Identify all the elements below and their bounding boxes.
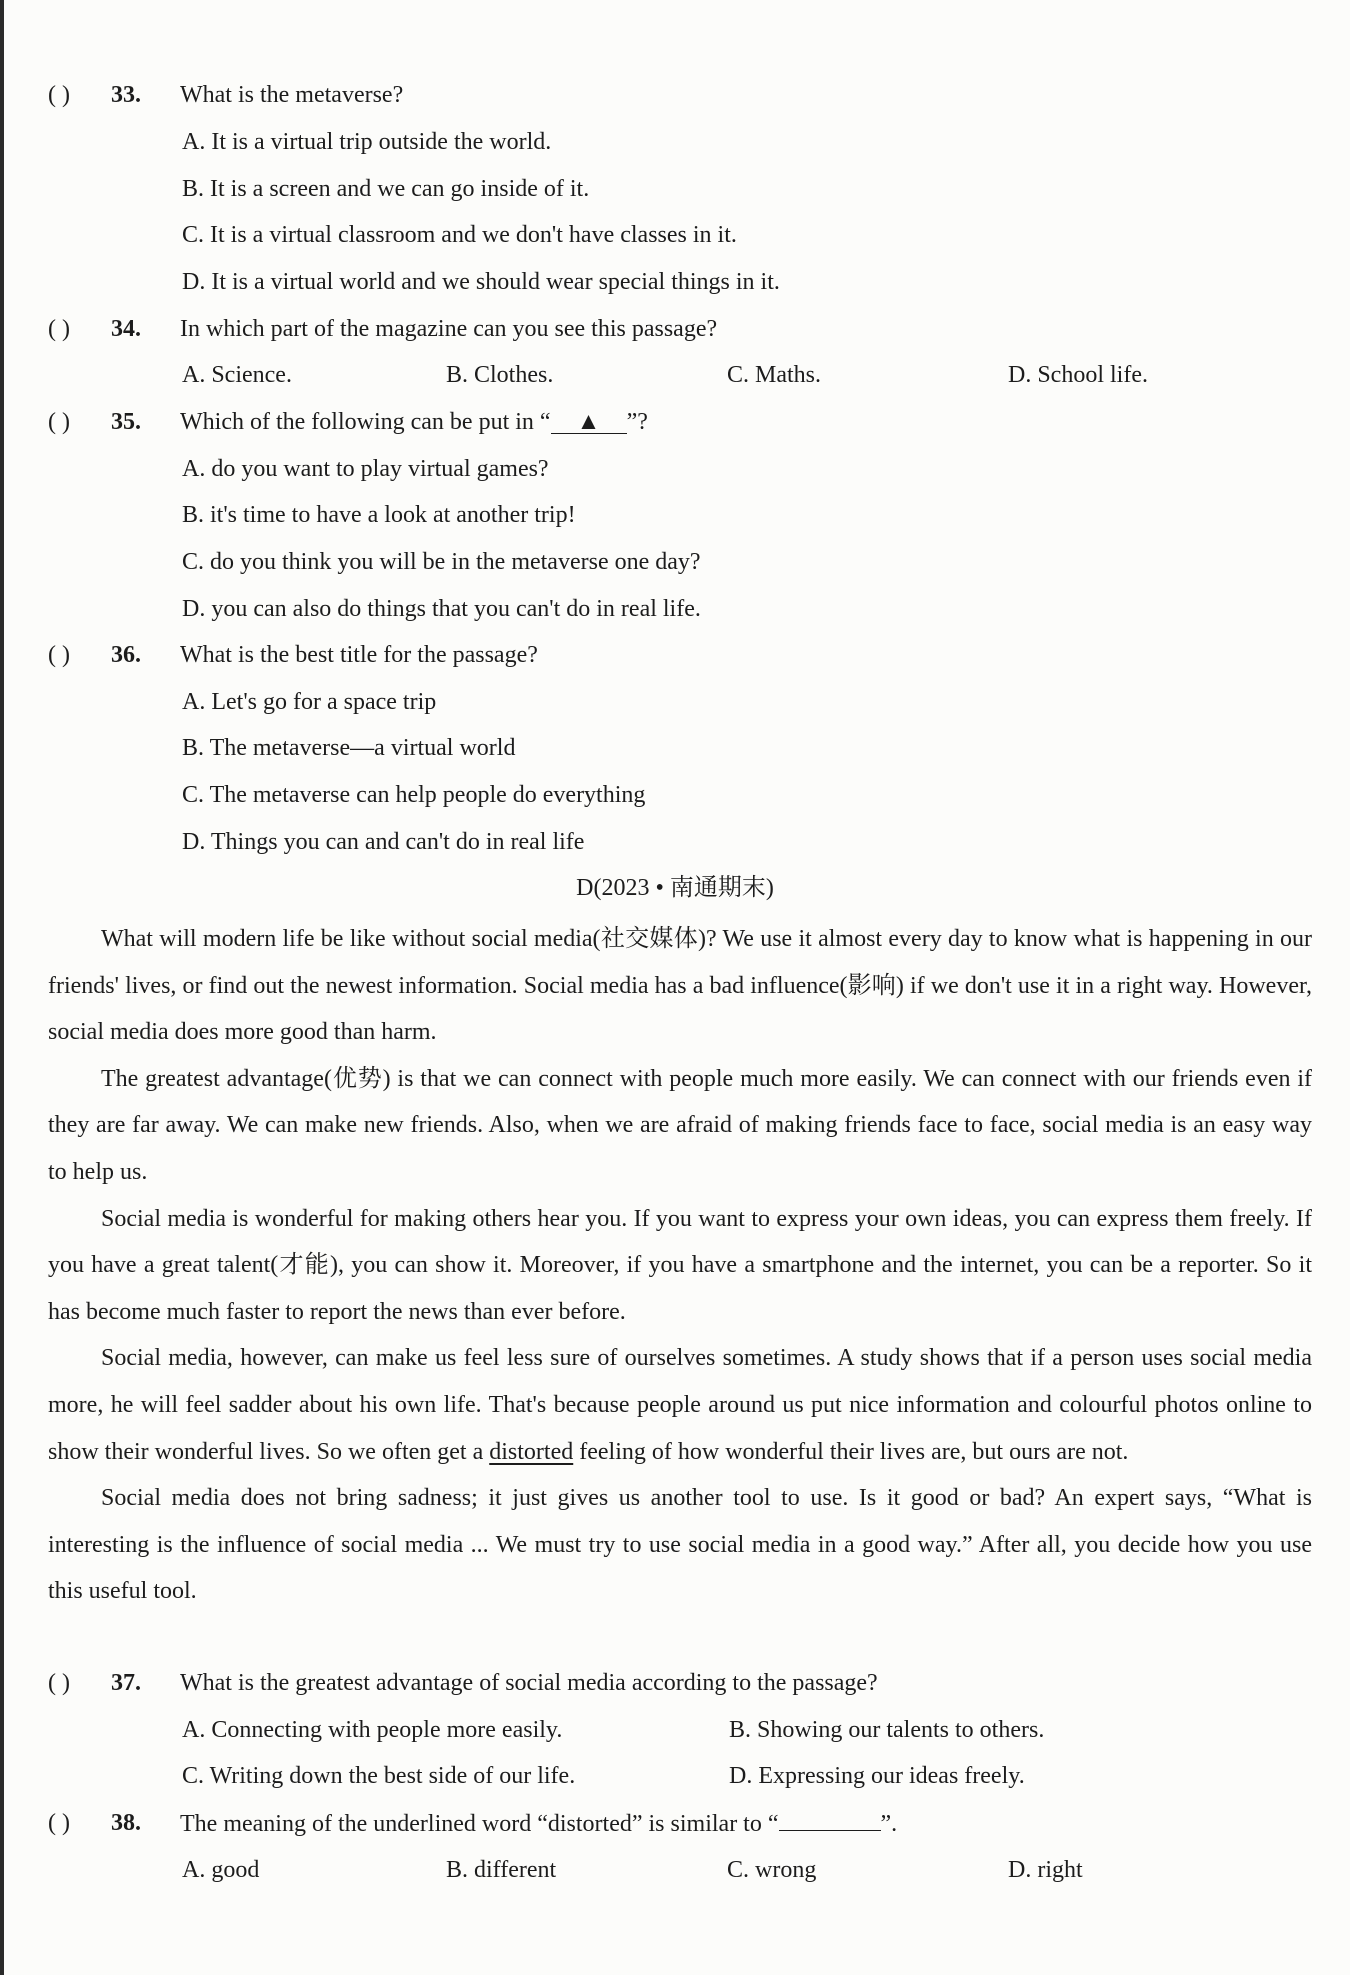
question-stem: Which of the following can be put in “ ▲ ”? bbox=[180, 409, 648, 435]
triangle-mark-icon: ▲ bbox=[576, 409, 601, 435]
option-d: D. you can also do things that you can't do in real life. bbox=[182, 596, 701, 622]
answer-blank[interactable]: ( ) bbox=[48, 82, 70, 108]
answer-blank[interactable]: ( ) bbox=[48, 1810, 70, 1836]
question-stem: In which part of the magazine can you see this passage? bbox=[180, 316, 718, 342]
option-b: B. It is a screen and we can go inside of it. bbox=[182, 176, 590, 202]
question-number: 36. bbox=[111, 642, 141, 668]
question-stem: What is the metaverse? bbox=[180, 82, 404, 108]
underlined-word: distorted bbox=[489, 1438, 574, 1465]
option-b: B. Showing our talents to others. bbox=[729, 1717, 1045, 1743]
paragraph-2: The greatest advantage(优势) is that we can connect with people much more easily. We can connect with our friends even if they are far away. We can make new friends. Also, when we are afraid of making friends face to face, social media is an easy way to help us. bbox=[48, 1065, 1312, 1185]
question-stem: The meaning of the underlined word “distorted” is similar to “ ”. bbox=[180, 1808, 897, 1839]
paragraph-5: Social media does not bring sadness; it just gives us another tool to use. Is it good or bad? An expert says, “What is interesting is the influence of social media ... We must try to use social media in a good way.” After all, you decide how you use this useful tool. bbox=[48, 1485, 1312, 1605]
option-c: C. It is a virtual classroom and we don't have classes in it. bbox=[182, 222, 737, 248]
question-number: 38. bbox=[111, 1810, 141, 1836]
question-stem: What is the greatest advantage of social media according to the passage? bbox=[180, 1670, 878, 1696]
option-a: A. Connecting with people more easily. bbox=[182, 1717, 563, 1743]
option-a: A. Let's go for a space trip bbox=[182, 689, 437, 715]
question-number: 37. bbox=[111, 1670, 141, 1696]
paragraph-4: Social media, however, can make us feel less sure of ourselves sometimes. A study shows that if a person uses social media more, he will feel sadder about his own life. That's because people around us put nice information and colourful photos online to show their wonderful lives. So we often get a distorted feeling of how wonderful their lives are, but ours are not. bbox=[48, 1345, 1312, 1465]
answer-blank[interactable]: ( ) bbox=[48, 409, 70, 435]
option-c: C. Writing down the best side of our life. bbox=[182, 1763, 576, 1789]
option-d: D. It is a virtual world and we should wear special things in it. bbox=[182, 269, 780, 295]
option-a: A. It is a virtual trip outside the world. bbox=[182, 129, 552, 155]
page-edge-shadow bbox=[0, 0, 4, 1975]
option-d: D. Expressing our ideas freely. bbox=[729, 1763, 1025, 1789]
question-number: 33. bbox=[111, 82, 141, 108]
option-c: C. do you think you will be in the metaverse one day? bbox=[182, 549, 701, 575]
question-stem: What is the best title for the passage? bbox=[180, 642, 538, 668]
option-b: B. The metaverse—a virtual world bbox=[182, 735, 516, 761]
option-a: A. good bbox=[182, 1857, 260, 1883]
paragraph-3: Social media is wonderful for making others hear you. If you want to express your own ideas, you can express them freely. If you have a great talent(才能), you can show it. Moreover, if you have a smartphone and the internet, you can be a reporter. So it has become much faster to report the news than ever before. bbox=[48, 1205, 1312, 1325]
question-number: 35. bbox=[111, 409, 141, 435]
section-title: D(2023 • 南通期末) bbox=[576, 875, 774, 901]
option-a: A. do you want to play virtual games? bbox=[182, 456, 549, 482]
answer-blank[interactable]: ( ) bbox=[48, 642, 70, 668]
option-b: B. it's time to have a look at another trip! bbox=[182, 502, 576, 528]
option-b: B. Clothes. bbox=[446, 362, 554, 388]
triangle-blank bbox=[551, 411, 627, 434]
question-number: 34. bbox=[111, 316, 141, 342]
option-a: A. Science. bbox=[182, 362, 292, 388]
option-c: C. wrong bbox=[727, 1857, 817, 1883]
option-d: D. School life. bbox=[1008, 362, 1148, 388]
option-d: D. Things you can and can't do in real life bbox=[182, 829, 585, 855]
answer-line[interactable] bbox=[779, 1808, 881, 1831]
option-c: C. Maths. bbox=[727, 362, 822, 388]
reading-passage bbox=[48, 916, 1312, 1615]
paragraph-1: What will modern life be like without social media(社交媒体)? We use it almost every day to know what is happening in our friends' lives, or find out the newest information. Social media has a bad influence(影响) if we don't use it in a right way. However, social media does more good than harm. bbox=[48, 926, 1312, 1046]
option-d: D. right bbox=[1008, 1857, 1083, 1883]
option-c: C. The metaverse can help people do everything bbox=[182, 782, 646, 808]
option-b: B. different bbox=[446, 1857, 557, 1883]
answer-blank[interactable]: ( ) bbox=[48, 316, 70, 342]
answer-blank[interactable]: ( ) bbox=[48, 1670, 70, 1696]
